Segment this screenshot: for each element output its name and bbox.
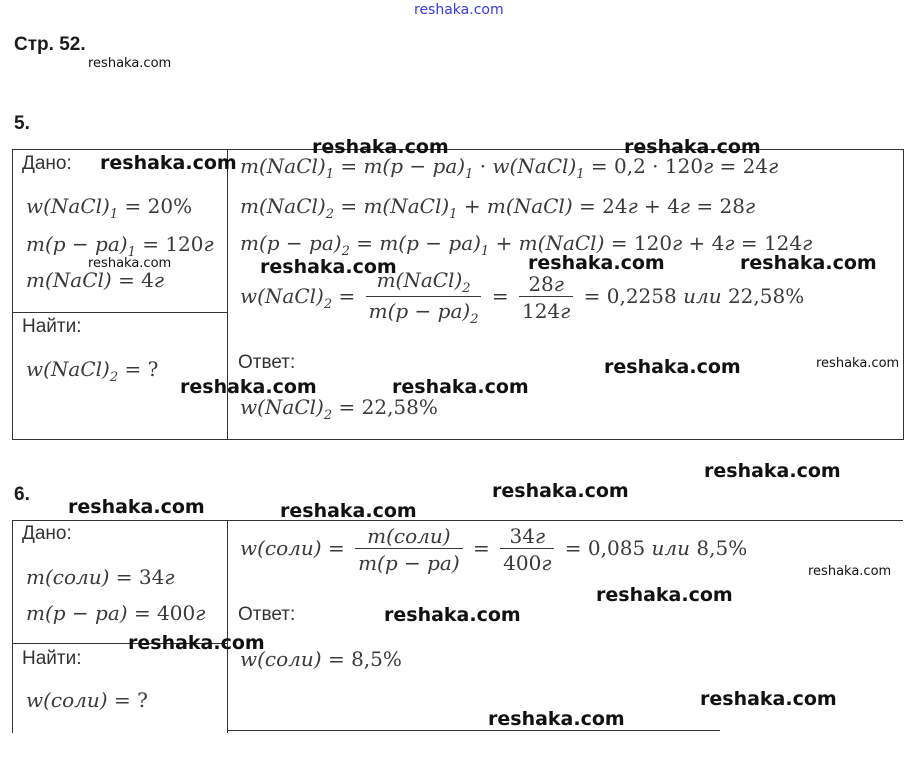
answer-label: Ответ: [238,604,296,625]
answer-value: w(соли) = 8,5% [240,647,402,671]
page-header: Стр. 52. [14,34,86,55]
given-label: Дано: [22,523,72,544]
watermark: reshaka.com [596,584,733,606]
answer-label: Ответ: [238,352,296,373]
solution-line-2: $m(NaCl)_2$ = $m(NaCl)_1$ + m(NaCl) = 24г + 4г = 28г [240,194,756,222]
answer-value: $w(NaCl)_2 = 22,58\%$ [240,395,438,423]
watermark: reshaka.com [816,356,900,371]
watermark: reshaka.com [488,708,625,730]
given-salt-mass: m(NaCl) = 4г [26,268,165,292]
watermark: reshaka.com [312,136,449,158]
solution-line-4: $w(NaCl)_2$ = $\frac{m(NaCl)_2}{m(p - pa)_2}$ = $\frac{28г}{124г}$ = 0,2258 или 22,58% [240,268,805,327]
watermark: reshaka.com [492,480,629,502]
given-mass-fraction: $w(NaCl)_1 = 20\%$ [26,194,193,222]
watermark: reshaka.com [700,688,837,710]
given-salt-mass: m(соли) = 34г [26,565,175,589]
solution-line-1: $m(NaCl)_1 = m(p - pa)_1$ · $w(NaCl)_1 = 0,2 \cdot 120г = 24г$ [240,154,779,182]
watermark: reshaka.com [68,496,205,518]
find-mass-fraction: $w(NaCl)_2$ = ? [26,357,159,385]
find-label: Найти: [22,648,82,669]
watermark: reshaka.com [704,460,841,482]
watermark: reshaka.com [604,356,741,378]
watermark: reshaka.com [100,152,237,174]
watermark: reshaka.com [88,56,172,71]
problem-5-number: 5. [14,113,30,134]
watermark: reshaka.com [808,564,892,579]
watermark-top: reshaka.com [414,2,504,18]
watermark: reshaka.com [260,256,397,278]
find-label: Найти: [22,316,82,337]
watermark: reshaka.com [392,376,529,398]
given-solution-mass: m(p − pa) = 400г [26,601,206,625]
watermark: reshaka.com [740,252,877,274]
solution-line-1: w(соли) = $\frac{\text{m(соли)}}{m(p - pa)}$ = $\frac{34г}{400г}$ = 0,085 или 8,5% [240,524,748,575]
solution-line-3: $m(p - pa)_2 = m(p - pa)_1$ + m(NaCl) = 120г + 4г = 124г [240,231,813,259]
problem-6-number: 6. [14,484,30,505]
watermark: reshaka.com [528,252,665,274]
watermark: reshaka.com [280,500,417,522]
watermark: reshaka.com [128,632,265,654]
watermark: reshaka.com [624,136,761,158]
watermark: reshaka.com [180,376,317,398]
find-mass-fraction: w(соли) = ? [26,688,148,712]
watermark: reshaka.com [384,604,521,626]
given-solution-mass: $m(p - pa)_1 = 120г$ [26,232,214,260]
watermark: reshaka.com [88,256,172,271]
given-label: Дано: [22,153,72,174]
